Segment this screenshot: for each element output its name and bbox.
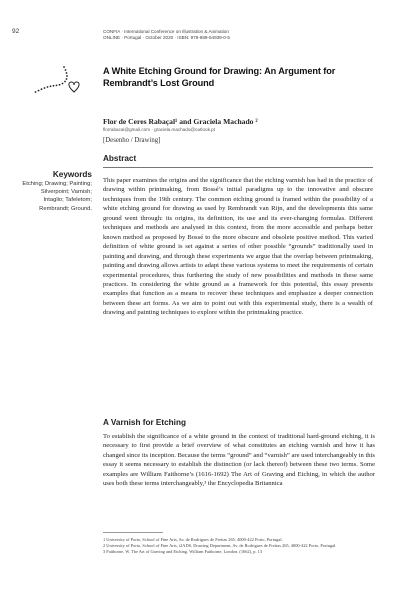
abstract-divider [103, 167, 373, 168]
keywords-list: Etching; Drawing; Painting; Silverpoint; Varnish; Intaglio; Tafeletom; Rembrandt; Ground. [22, 181, 92, 212]
footnote-1: 1 University of Porto, School of Fine Arts, Av. de Rodrigues de Freitas 265, 4000-422 Porto, Portugal. [103, 537, 283, 542]
abstract-text: This paper examines the origins and the significance that the etching varnish has had in the practice of drawing within printmaking, from Bossé’s initial paradigms up to the innovative and obscure techniques from the 19th century. The common etching ground is framed within the possibility of a white etching ground for drawing as used by Rembrandt van Rijn, and the developments this same ground went through: its origins, its definition, its use and its ever-changing formulas. Different techniques and methods are analysed in this context, from the more accessible and perhaps better known method as proposed by Bossé to the more obscure and obsolete positive method. This varied definition of white ground is set against a series of other possible “grounds” traditionally used in painting and drawing, and through these experiments we argue that the overlap between printmaking, painting and drawing allows artists to adapt these various systems to meet the requirements of certain experimental procedures, thus furthering the study of new possibilities and methods in these same practices. In considering the white ground as a framework for this potential, this essay presents examples that function as a means to recover these techniques and emphasize a deeper connection between these art forms. As we aim to point out with this experimental study, there is a wealth of drawing and painting techniques to explore within the printmaking practice. [103, 177, 373, 317]
keywords-heading: Keywords [52, 170, 92, 179]
abstract-heading: Abstract [103, 154, 137, 163]
heart-doodle-icon [30, 62, 82, 102]
page-number: 92 [12, 28, 20, 35]
category-label: [Desenho / Drawing] [103, 137, 161, 144]
section-text: To establish the significance of a white ground in the context of traditional hard-ground etching, it is necessary to first provide a brief overview of what constitutes an etching varnish and how it has changed since its inception. Because the terms “ground” and “varnish” are used interchangeably in this essay it seems necessary to establish the distinction (or lack thereof) between these two terms. Some examples are William Faithorne’s (1616-1692) The Art of Graving and Etching, in which the author uses both these terms interchangeably,³ the Encyclopedia Britannica [103, 433, 375, 488]
header-line-2: ONLINE · Portugal · October 2020 · ISBN: 978-989-54939-0-5 [103, 35, 230, 40]
section-heading: A Varnish for Etching [103, 418, 186, 427]
authors: Flor de Ceres Rabaçal¹ and Graciela Machado ² [103, 117, 258, 126]
footnote-divider [103, 532, 163, 533]
author-emails: florrabacal@gmail.com · graciela.machado@outlook.pt [103, 127, 215, 132]
running-header [103, 29, 230, 41]
header-line-1: CONFIA · International Conference on Illustration & Animation [103, 29, 229, 34]
footnotes [103, 537, 375, 555]
footnote-2: 2 University of Porto, School of Fine Arts, i2ADS, Drawing Department, Av. de Rodrigues de Freitas 265, 4000-422 Porto, Portugal. [103, 543, 337, 548]
paper-title: A White Etching Ground for Drawing: An Argument for Rembrandt’s Lost Ground [103, 66, 336, 88]
footnote-3: 3 Faithorne, W. The Art of Graving and Etching. William Faithorne, London. (1662), p. 13 [103, 549, 263, 554]
